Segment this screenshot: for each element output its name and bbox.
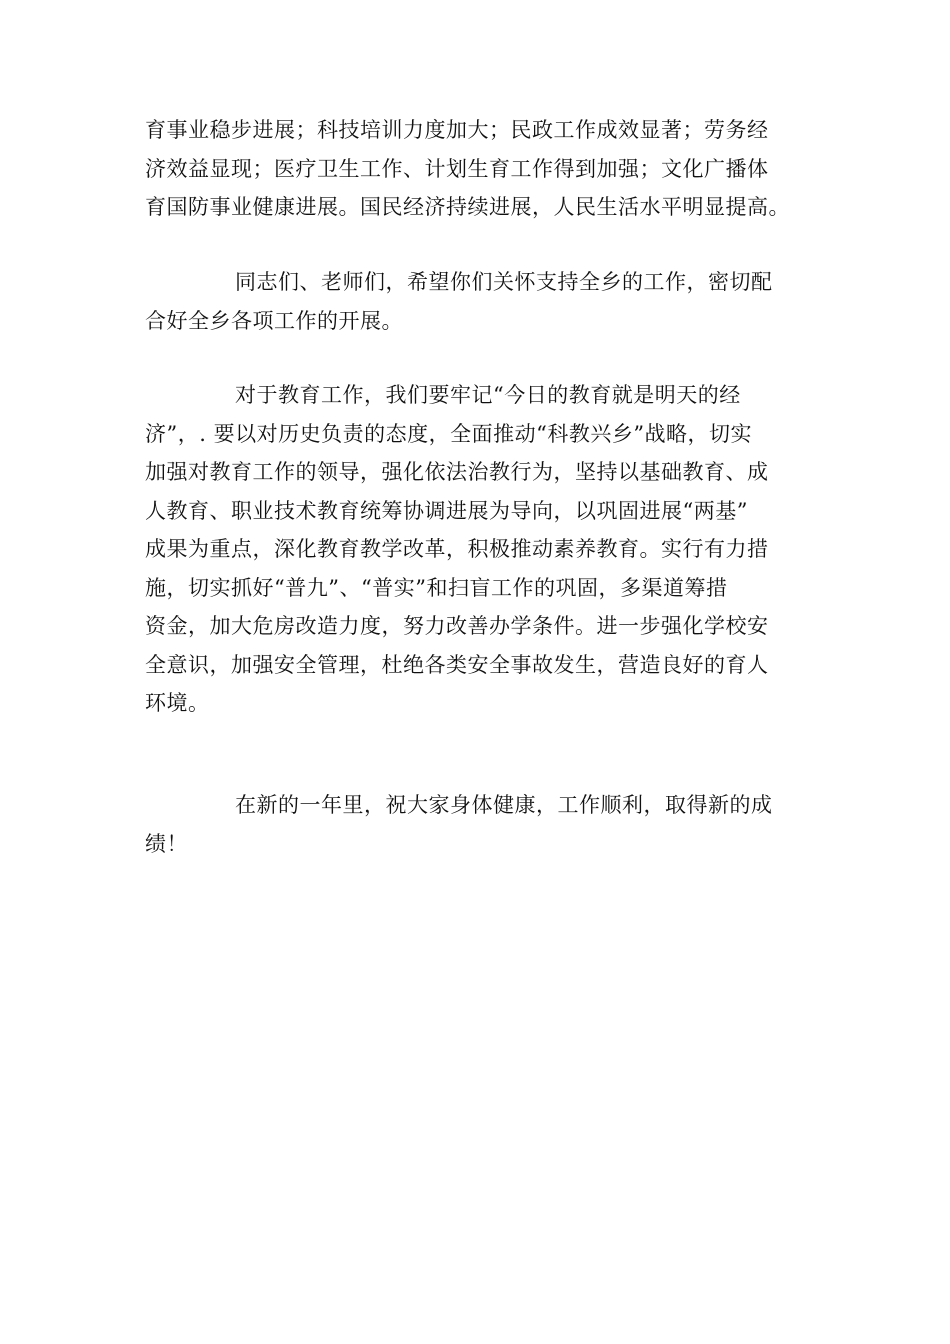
text-line: 加强对教育工作的领导，强化依法治教行为，坚持以基础教育、成 [145, 460, 769, 484]
text-line: 施，切实抓好“普九”、“普实”和扫盲工作的巩固，多渠道筹措 [145, 575, 728, 600]
text-line: 环境。 [145, 691, 210, 715]
paragraph-new-year-wishes [145, 786, 795, 863]
text-line: 绩！ [145, 831, 188, 856]
text-line: 全意识，加强安全管理，杜绝各类安全事故发生，营造良好的育人 [145, 652, 769, 677]
paragraph-achievements [145, 111, 795, 227]
text-line: 济效益显现；医疗卫生工作、计划生育工作得到加强；文化广播体 [145, 156, 769, 181]
text-line: 济”，. 要以对历史负责的态度，全面推动“科教兴乡”战略，切实 [145, 421, 753, 446]
text-line: 育国防事业健康进展。国民经济持续进展，人民生活水平明显提高。 [145, 195, 790, 219]
paragraph-appeal [145, 263, 795, 340]
text-line: 同志们、老师们，希望你们关怀支持全乡的工作，密切配 [235, 270, 773, 294]
text-line: 对于教育工作，我们要牢记“今日的教育就是明天的经 [235, 383, 741, 407]
text-line: 在新的一年里，祝大家身体健康，工作顺利，取得新的成 [235, 793, 773, 817]
paragraph-education [145, 376, 795, 723]
text-line: 成果为重点，深化教育教学改革，积极推动素养教育。实行有力措 [145, 537, 769, 561]
text-line: 育事业稳步进展；科技培训力度加大；民政工作成效显著；劳务经 [145, 118, 769, 142]
text-line: 人教育、职业技术教育统筹协调进展为导向，以巩固进展“两基” [145, 498, 748, 523]
text-line: 合好全乡各项工作的开展。 [145, 308, 403, 333]
text-line: 资金，加大危房改造力度，努力改善办学条件。进一步强化学校安 [145, 614, 769, 638]
